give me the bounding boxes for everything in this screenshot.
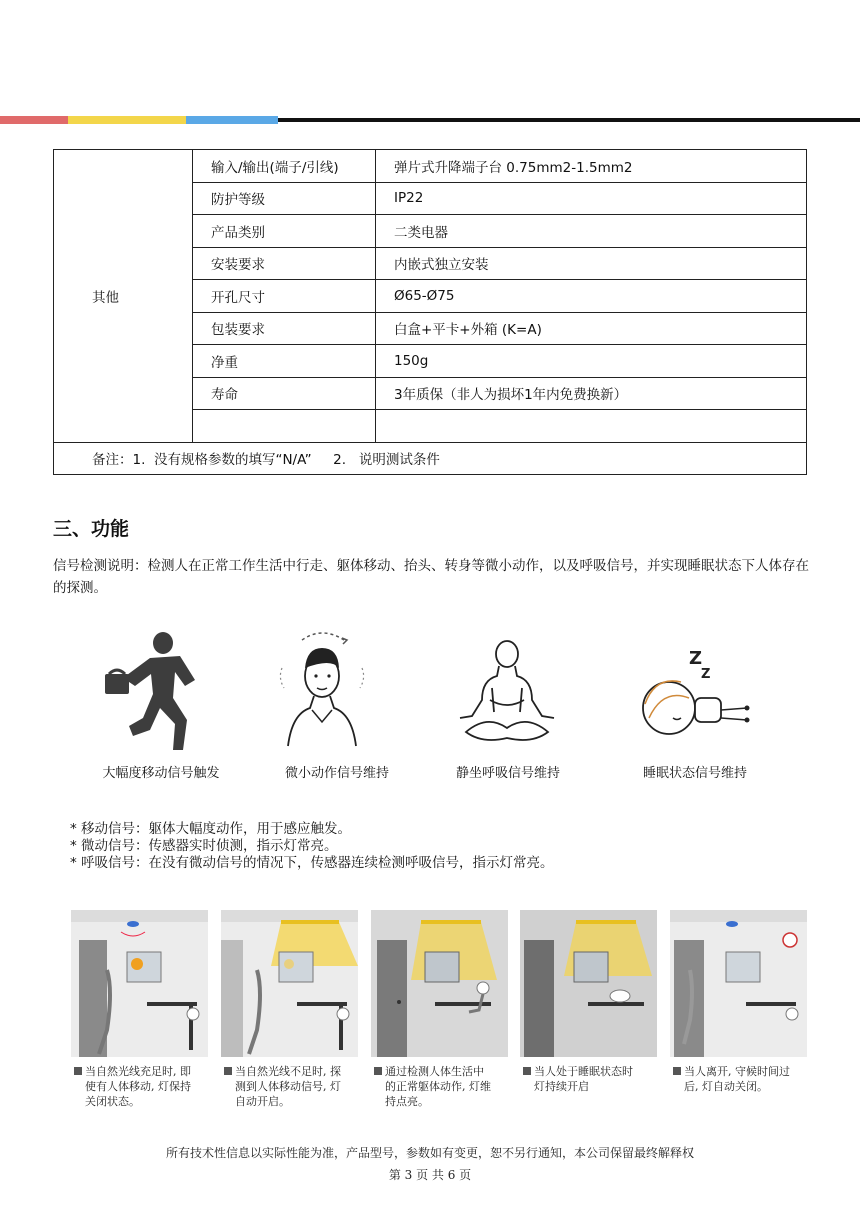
scene-panel bbox=[71, 910, 208, 1057]
scene-caption: 当人处于睡眠状态时 灯持续开启 bbox=[523, 1064, 660, 1094]
param-name: 包装要求 bbox=[193, 312, 376, 345]
param-name: 开孔尺寸 bbox=[193, 280, 376, 313]
sleeping-person-icon bbox=[625, 628, 755, 760]
bullet-square-icon bbox=[673, 1067, 681, 1075]
bullet-square-icon bbox=[224, 1067, 232, 1075]
meditating-person-icon bbox=[452, 628, 562, 760]
table-row bbox=[54, 150, 807, 183]
stripe-red bbox=[0, 116, 68, 124]
note-row bbox=[54, 442, 807, 474]
section-title: 三、功能 bbox=[53, 518, 130, 540]
scene-caption: 当人离开, 守候时间过 后, 灯自动关闭。 bbox=[673, 1064, 810, 1094]
note-line: * 微动信号：传感器实时侦测，指示灯常亮。 bbox=[70, 838, 338, 854]
param-value: Ø65-Ø75 bbox=[376, 280, 807, 313]
svg-text:Z: Z bbox=[701, 667, 711, 682]
note-line: * 移动信号：躯体大幅度动作，用于感应触发。 bbox=[70, 821, 352, 837]
scene-panel bbox=[371, 910, 508, 1057]
scene-caption: 通过检测人体生活中 的正常躯体动作, 灯维 持点亮。 bbox=[374, 1064, 511, 1109]
header-stripe bbox=[0, 116, 860, 124]
param-value: 弹片式升降端子台 0.75mm2-1.5mm2 bbox=[376, 150, 807, 183]
stripe-blue bbox=[186, 116, 278, 124]
scene-panel bbox=[221, 910, 358, 1057]
scene-panel bbox=[670, 910, 807, 1057]
bullet-square-icon bbox=[374, 1067, 382, 1075]
param-name bbox=[193, 410, 376, 443]
signal-label: 静坐呼吸信号维持 bbox=[455, 766, 560, 781]
param-value bbox=[376, 410, 807, 443]
param-value: 内嵌式独立安装 bbox=[376, 247, 807, 280]
param-name: 净重 bbox=[193, 345, 376, 378]
param-value: IP22 bbox=[376, 182, 807, 215]
page-number: 第 3 页 共 6 页 bbox=[388, 1168, 472, 1182]
signal-label: 微小动作信号维持 bbox=[284, 766, 389, 781]
spec-table bbox=[53, 149, 807, 475]
signal-notes bbox=[70, 821, 554, 872]
param-value: 3年质保（非人为损坏1年内免费换新） bbox=[376, 377, 807, 410]
turning-head-icon bbox=[272, 628, 372, 760]
bullet-square-icon bbox=[74, 1067, 82, 1075]
scene-caption: 当自然光线不足时, 探 测到人体移动信号, 灯 自动开启。 bbox=[224, 1064, 361, 1109]
note-line: * 呼吸信号：在没有微动信号的情况下，传感器连续检测呼吸信号，指示灯常亮。 bbox=[70, 855, 554, 871]
param-name: 安装要求 bbox=[193, 247, 376, 280]
footer-disclaimer: 所有技术性信息以实际性能为准，产品型号，参数如有变更，恕不另行通知，本公司保留最终解释权 bbox=[165, 1146, 694, 1160]
param-value: 150g bbox=[376, 345, 807, 378]
category-cell: 其他 bbox=[54, 150, 193, 443]
bullet-square-icon bbox=[523, 1067, 531, 1075]
param-name: 防护等级 bbox=[193, 182, 376, 215]
param-name: 寿命 bbox=[193, 377, 376, 410]
param-name: 输入/输出(端子/引线) bbox=[193, 150, 376, 183]
signal-label: 睡眠状态信号维持 bbox=[642, 766, 747, 781]
svg-text:Z: Z bbox=[689, 648, 703, 669]
stripe-yellow bbox=[68, 116, 186, 124]
table-note: 备注：1. 没有规格参数的填写“N/A” 2. 说明测试条件 bbox=[54, 442, 807, 474]
scene-caption: 当自然光线充足时, 即 使有人体移动, 灯保持 关闭状态。 bbox=[74, 1064, 211, 1109]
param-value: 二类电器 bbox=[376, 215, 807, 248]
signal-label: 大幅度移动信号触发 bbox=[102, 766, 220, 781]
stripe-black bbox=[278, 118, 860, 122]
scene-panel bbox=[520, 910, 657, 1057]
param-value: 白盒+平卡+外箱 (K=A) bbox=[376, 312, 807, 345]
page-footer bbox=[0, 1142, 860, 1186]
running-person-icon bbox=[95, 628, 215, 760]
section-description: 信号检测说明：检测人在正常工作生活中行走、躯体移动、抬头、转身等微小动作，以及呼吸信号，并实现睡眠状态下人体存在的探测。 bbox=[53, 558, 809, 596]
param-name: 产品类别 bbox=[193, 215, 376, 248]
